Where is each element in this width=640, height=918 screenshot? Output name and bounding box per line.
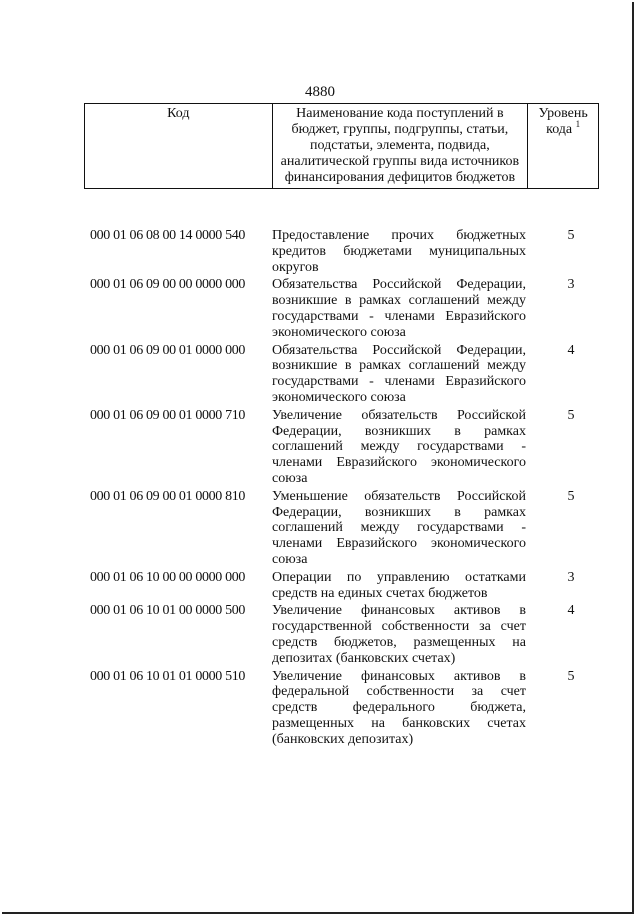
row-code: 000 01 06 09 00 01 0000 000	[90, 342, 246, 358]
table-row	[90, 277, 610, 340]
row-name: Увеличение финансовых активов в государственной собственности за счет средств бюджетов, размещенных на депозитах (банковских счетах)	[272, 603, 526, 666]
row-level: 5	[567, 407, 575, 423]
row-level: 5	[567, 668, 575, 684]
row-code: 000 01 06 09 00 01 0000 810	[90, 488, 246, 504]
table-row	[90, 669, 610, 748]
row-level: 4	[567, 342, 575, 358]
row-name: Предоставление прочих бюджетных кредитов бюджетами муниципальных округов	[272, 228, 526, 275]
table-row	[90, 343, 610, 406]
row-level: 5	[567, 228, 575, 243]
row-level: 3	[567, 277, 575, 293]
row-name: Увеличение обязательств Российской Федерации, возникших в рамках соглашений между государствами - членами Евразийского экономического союза	[272, 407, 526, 486]
row-code: 000 01 06 10 01 01 0000 510	[90, 668, 246, 684]
header-table	[84, 103, 599, 189]
table-row	[90, 603, 610, 666]
row-name: Обязательства Российской Федерации, возникшие в рамках соглашений между государствами - членами Евразийского экономического союза	[272, 277, 526, 340]
header-row	[85, 104, 599, 189]
table-row	[90, 570, 610, 602]
header-name: Наименование кода поступлений в бюджет, группы, подгруппы, статьи, подстатьи, элемента, подвида, аналитической группы вида источников финансирования дефицитов бюджетов	[272, 104, 528, 189]
row-level: 3	[567, 569, 575, 585]
row-name: Увеличение финансовых активов в федеральной собственности за счет средств федерального бюджета, размещенных на банковских счетах (банковских депозитах)	[272, 668, 526, 747]
row-code: 000 01 06 10 00 00 0000 000	[90, 569, 246, 585]
row-code: 000 01 06 09 00 01 0000 710	[90, 407, 246, 423]
table-row	[90, 489, 610, 568]
row-level: 4	[567, 603, 575, 619]
header-level: Уровень кода $^1$	[528, 104, 599, 189]
header-code: Код	[85, 104, 273, 189]
row-code: 000 01 06 09 00 00 0000 000	[90, 277, 246, 293]
code-list	[90, 228, 610, 750]
row-name: Операции по управлению остатками средств на единых счетах бюджетов	[272, 569, 526, 601]
table-row	[90, 408, 610, 487]
row-level: 5	[567, 488, 575, 504]
page-number: 4880	[305, 84, 335, 100]
row-name: Обязательства Российской Федерации, возникшие в рамках соглашений между государствами - членами Евразийского экономического союза	[272, 342, 526, 405]
row-name: Уменьшение обязательств Российской Федерации, возникших в рамках соглашений между государствами - членами Евразийского экономического союза	[272, 488, 526, 567]
row-code: 000 01 06 10 01 00 0000 500	[90, 603, 246, 619]
table-row	[90, 228, 610, 275]
row-code: 000 01 06 08 00 14 0000 540	[90, 228, 246, 243]
footnote-mark: 1	[575, 119, 581, 129]
